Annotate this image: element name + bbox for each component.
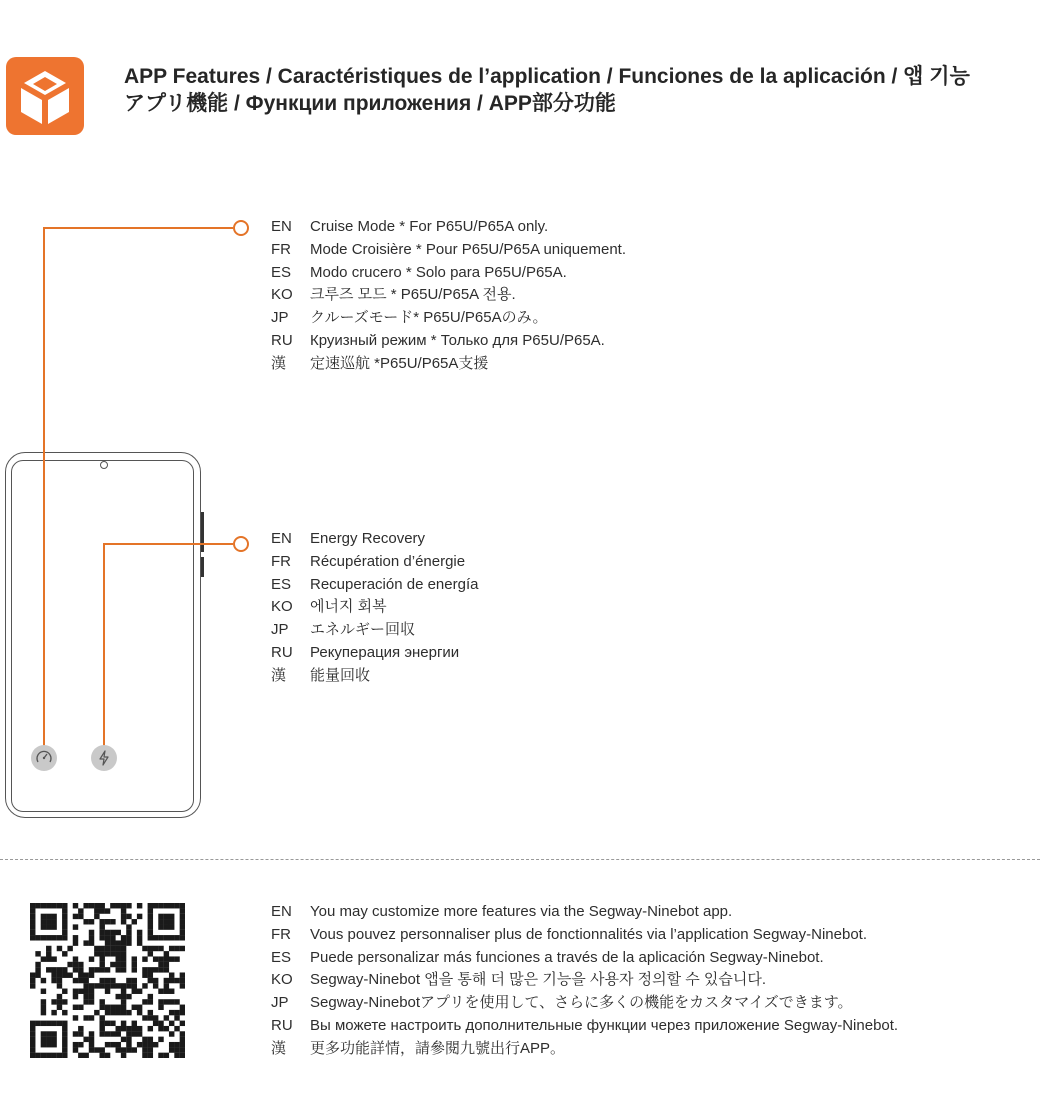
- list-item: [271, 992, 898, 1015]
- phone-side-button: [201, 557, 204, 577]
- phone-camera: [100, 461, 108, 469]
- list-text: Modo crucero * Solo para P65U/P65A.: [310, 263, 567, 281]
- list-item: [271, 284, 626, 307]
- list-text: Vous pouvez personnaliser plus de fonctionnalités via l’application Segway-Ninebot.: [310, 925, 868, 943]
- list-text: Segway-Ninebotアプリを使用して、さらに多くの機能をカスタマイズできます。: [310, 994, 853, 1012]
- lightning-icon[interactable]: [91, 745, 117, 771]
- energy-recovery-list: [271, 528, 478, 688]
- lang-code: JP: [271, 621, 289, 639]
- callout-marker-cruise: [233, 220, 249, 236]
- lang-code: KO: [271, 971, 293, 989]
- list-item: [271, 969, 898, 992]
- list-item: [271, 239, 626, 262]
- list-item: [271, 1015, 898, 1038]
- lang-code: 漢: [271, 354, 287, 372]
- list-item: [271, 596, 478, 619]
- lang-code: FR: [271, 240, 291, 258]
- list-text: 에너지 회복: [310, 598, 387, 616]
- lang-code: RU: [271, 331, 293, 349]
- app-logo: [6, 57, 84, 135]
- list-text: Mode Croisière * Pour P65U/P65A uniquement.: [310, 240, 627, 258]
- lang-code: 漢: [271, 666, 287, 684]
- list-item: [271, 551, 478, 574]
- list-text: クルーズモード* P65U/P65Aのみ。: [310, 309, 548, 327]
- callout-line-energy-h: [103, 543, 233, 545]
- list-item: [271, 262, 626, 285]
- speedometer-icon[interactable]: [31, 745, 57, 771]
- lang-code: KO: [271, 286, 293, 304]
- list-item: [271, 574, 478, 597]
- box-icon: [6, 57, 84, 135]
- callout-marker-energy: [233, 536, 249, 552]
- page-title: [124, 63, 1040, 117]
- callout-line-cruise-h: [43, 227, 233, 229]
- section-divider: [0, 859, 1040, 860]
- phone-side-button: [201, 512, 204, 552]
- title-line-2: アプリ機能 / Функции приложения / APP部分功能: [124, 92, 616, 115]
- list-item: [271, 665, 478, 688]
- list-text: Segway-Ninebot 앱을 통해 더 많은 기능을 사용자 정의할 수 있습니다.: [310, 971, 767, 989]
- lang-code: RU: [271, 1016, 293, 1034]
- list-text: Рекуперация энергии: [310, 643, 460, 661]
- title-line-1: APP Features / Caractéristiques de l’application / Funciones de la aplicación / 앱 기능: [124, 65, 970, 88]
- app-info-list: [271, 901, 898, 1061]
- qr-code[interactable]: [30, 903, 185, 1058]
- list-item: [271, 901, 898, 924]
- lang-code: JP: [271, 994, 289, 1012]
- cruise-mode-list: [271, 216, 626, 376]
- list-text: Recuperación de energía: [310, 575, 479, 593]
- list-item: [271, 353, 626, 376]
- callout-line-energy: [103, 544, 105, 750]
- lang-code: FR: [271, 552, 291, 570]
- list-item: [271, 307, 626, 330]
- list-text: Вы можете настроить дополнительные функции через приложение Segway-Ninebot.: [310, 1016, 899, 1034]
- lang-code: 漢: [271, 1039, 287, 1057]
- list-item: [271, 619, 478, 642]
- list-item: [271, 528, 478, 551]
- callout-line-cruise: [43, 228, 45, 750]
- list-item: [271, 924, 898, 947]
- list-text: エネルギー回収: [310, 621, 416, 639]
- lang-code: FR: [271, 925, 291, 943]
- list-text: Cruise Mode * For P65U/P65A only.: [310, 218, 549, 235]
- list-text: Круизный режим * Только для P65U/P65A.: [310, 331, 605, 349]
- lang-code: ES: [271, 263, 292, 281]
- lang-code: KO: [271, 598, 293, 616]
- lang-code: ES: [271, 948, 292, 966]
- list-item: [271, 216, 626, 239]
- lang-code: EN: [271, 903, 292, 920]
- list-item: [271, 1038, 898, 1061]
- list-item: [271, 642, 478, 665]
- lang-code: ES: [271, 575, 292, 593]
- list-text: 定速巡航 *P65U/P65A支援: [310, 354, 489, 372]
- list-text: You may customize more features via the Segway-Ninebot app.: [310, 903, 733, 920]
- list-text: Puede personalizar más funciones a través de la aplicación Segway-Ninebot.: [310, 948, 824, 966]
- list-item: [271, 330, 626, 353]
- lang-code: EN: [271, 530, 292, 547]
- list-text: Récupération d’énergie: [310, 552, 466, 570]
- lang-code: JP: [271, 309, 289, 327]
- lang-code: EN: [271, 218, 292, 235]
- list-text: 크루즈 모드 * P65U/P65A 전용.: [310, 286, 516, 304]
- list-text: 能量回收: [310, 666, 371, 684]
- list-text: Energy Recovery: [310, 530, 426, 547]
- list-text: 更多功能詳情，請參閱九號出行APP。: [310, 1039, 566, 1057]
- list-item: [271, 947, 898, 970]
- lang-code: RU: [271, 643, 293, 661]
